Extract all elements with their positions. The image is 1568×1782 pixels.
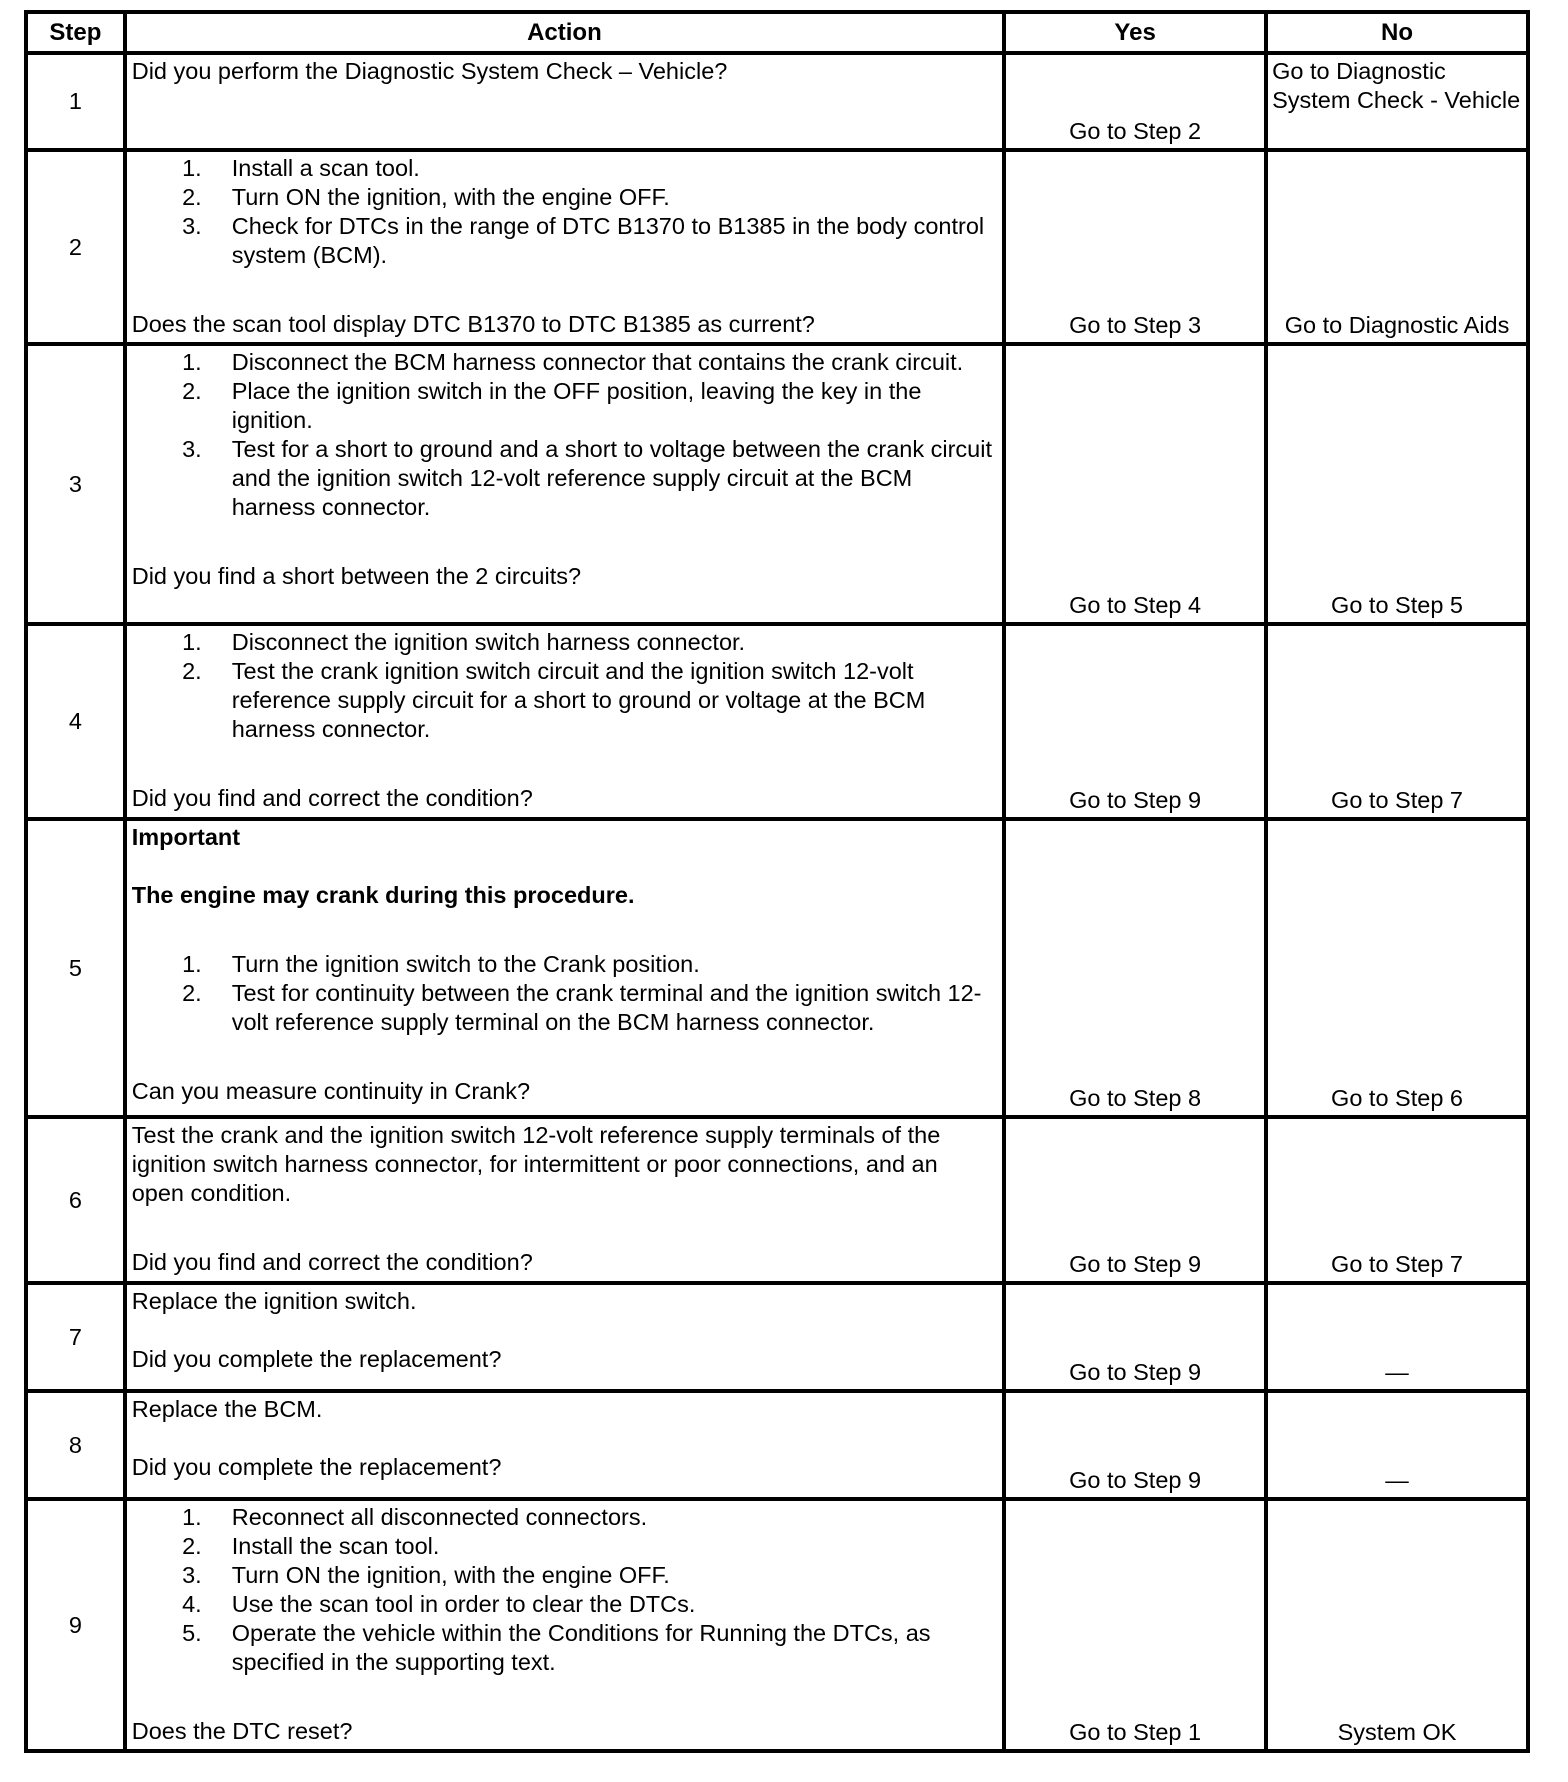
list-item: 1. Reconnect all disconnected connectors. [132, 1503, 996, 1532]
no-result: Go to Step 7 [1266, 624, 1528, 819]
action-question: Did you find and correct the condition? [131, 785, 533, 811]
list-item: 2. Test the crank ignition switch circuit and the ignition switch 12-volt reference supply circuit for a short to ground or voltage at the BCM harness connector. [132, 657, 996, 744]
list-item-text: Test the crank ignition switch circuit and the ignition switch 12-volt reference supply circuit for a short to ground or voltage at the BCM harness connector. [231, 658, 926, 742]
action-cell [125, 150, 1004, 344]
table-row [26, 624, 1528, 819]
action-list [132, 348, 996, 522]
action-list [132, 950, 996, 1037]
table-row [26, 819, 1528, 1117]
action-intro: Replace the ignition switch. [131, 1288, 417, 1314]
table-body [26, 53, 1528, 1751]
table-row [26, 1391, 1528, 1499]
no-result: Go to Step 7 [1266, 1117, 1528, 1283]
step-number: 9 [26, 1499, 125, 1751]
list-item: 2. Test for continuity between the crank terminal and the ignition switch 12-volt reference supply terminal on the BCM harness connector. [132, 979, 996, 1037]
important-title: Important [131, 824, 241, 850]
action-question: Did you complete the replacement? [131, 1454, 502, 1480]
table-row [26, 1499, 1528, 1751]
action-cell [125, 1391, 1004, 1499]
step-number: 6 [26, 1117, 125, 1283]
list-item: 3. Check for DTCs in the range of DTC B1370 to B1385 in the body control system (BCM). [132, 212, 996, 270]
action-cell [125, 819, 1004, 1117]
list-item-text: Disconnect the ignition switch harness connector. [231, 629, 746, 655]
yes-result: Go to Step 9 [1004, 1117, 1266, 1283]
step-number: 5 [26, 819, 125, 1117]
no-result: Go to Diagnostic System Check - Vehicle [1266, 53, 1528, 150]
step-number: 2 [26, 150, 125, 344]
important-text: The engine may crank during this procedure. [131, 882, 635, 908]
action-cell [125, 344, 1004, 624]
action-list [132, 154, 996, 270]
step-number: 7 [26, 1283, 125, 1391]
list-item-text: Place the ignition switch in the OFF position, leaving the key in the ignition. [231, 378, 922, 433]
header-yes: Yes [1004, 12, 1266, 53]
header-no: No [1266, 12, 1528, 53]
list-item: 1. Disconnect the ignition switch harness connector. [132, 628, 996, 657]
no-result: Go to Step 5 [1266, 344, 1528, 624]
yes-result: Go to Step 2 [1004, 53, 1266, 150]
action-question: Did you find a short between the 2 circuits? [131, 563, 582, 589]
action-intro: Replace the BCM. [131, 1396, 323, 1422]
action-question: Did you complete the replacement? [131, 1346, 502, 1372]
action-intro: Test the crank and the ignition switch 12-volt reference supply terminals of the ignition switch harness connector, for intermittent or poor connections, and an open condition. [131, 1122, 941, 1206]
list-item: 2. Turn ON the ignition, with the engine OFF. [132, 183, 996, 212]
list-item: 5. Operate the vehicle within the Conditions for Running the DTCs, as specified in the supporting text. [132, 1619, 996, 1677]
header-row [26, 12, 1528, 53]
list-item-text: Test for continuity between the crank terminal and the ignition switch 12-volt reference supply terminal on the BCM harness connector. [231, 980, 982, 1035]
list-item-text: Check for DTCs in the range of DTC B1370 to B1385 in the body control system (BCM). [231, 213, 985, 268]
step-number: 8 [26, 1391, 125, 1499]
yes-result: Go to Step 1 [1004, 1499, 1266, 1751]
table-row [26, 53, 1528, 150]
step-number: 4 [26, 624, 125, 819]
action-cell [125, 53, 1004, 150]
action-question: Did you find and correct the condition? [131, 1249, 533, 1275]
no-result: Go to Diagnostic Aids [1266, 150, 1528, 344]
yes-result: Go to Step 9 [1004, 624, 1266, 819]
list-item: 3. Turn ON the ignition, with the engine OFF. [132, 1561, 996, 1590]
action-cell [125, 624, 1004, 819]
list-item-text: Turn ON the ignition, with the engine OFF. [231, 184, 670, 210]
diagnostic-table [24, 10, 1530, 1753]
action-intro: Did you perform the Diagnostic System Check – Vehicle? [131, 58, 728, 84]
list-item: 1. Install a scan tool. [132, 154, 996, 183]
list-item-text: Use the scan tool in order to clear the DTCs. [231, 1591, 696, 1617]
list-item: 2. Install the scan tool. [132, 1532, 996, 1561]
yes-result: Go to Step 9 [1004, 1283, 1266, 1391]
yes-result: Go to Step 9 [1004, 1391, 1266, 1499]
action-question: Does the DTC reset? [131, 1718, 353, 1744]
action-cell [125, 1499, 1004, 1751]
action-cell [125, 1283, 1004, 1391]
action-list [132, 628, 996, 744]
list-item-text: Install a scan tool. [231, 155, 420, 181]
action-list [132, 1503, 996, 1677]
list-item-text: Turn ON the ignition, with the engine OFF. [231, 1562, 670, 1588]
table-header [26, 12, 1528, 53]
table-row [26, 150, 1528, 344]
yes-result: Go to Step 3 [1004, 150, 1266, 344]
list-item-text: Test for a short to ground and a short to voltage between the crank circuit and the ignition switch 12-volt reference supply circuit at the BCM harness connector. [231, 436, 992, 520]
action-question: Can you measure continuity in Crank? [131, 1078, 531, 1104]
list-item: 1. Turn the ignition switch to the Crank position. [132, 950, 996, 979]
list-item-text: Reconnect all disconnected connectors. [231, 1504, 648, 1530]
list-item: 3. Test for a short to ground and a short to voltage between the crank circuit and the ignition switch 12-volt reference supply circuit at the BCM harness connector. [132, 435, 996, 522]
list-item-text: Turn the ignition switch to the Crank position. [231, 951, 700, 977]
no-result: System OK [1266, 1499, 1528, 1751]
list-item: 2. Place the ignition switch in the OFF position, leaving the key in the ignition. [132, 377, 996, 435]
yes-result: Go to Step 4 [1004, 344, 1266, 624]
no-result: Go to Step 6 [1266, 819, 1528, 1117]
action-question: Does the scan tool display DTC B1370 to DTC B1385 as current? [131, 311, 815, 337]
list-item-text: Operate the vehicle within the Conditions for Running the DTCs, as specified in the supporting text. [231, 1620, 931, 1675]
list-item: 4. Use the scan tool in order to clear the DTCs. [132, 1590, 996, 1619]
no-result: — [1266, 1391, 1528, 1499]
action-cell [125, 1117, 1004, 1283]
list-item: 1. Disconnect the BCM harness connector that contains the crank circuit. [132, 348, 996, 377]
step-number: 1 [26, 53, 125, 150]
table-row [26, 1117, 1528, 1283]
header-action: Action [125, 12, 1004, 53]
no-result: — [1266, 1283, 1528, 1391]
table-row [26, 1283, 1528, 1391]
step-number: 3 [26, 344, 125, 624]
list-item-text: Disconnect the BCM harness connector that contains the crank circuit. [231, 349, 964, 375]
table-row [26, 344, 1528, 624]
yes-result: Go to Step 8 [1004, 819, 1266, 1117]
list-item-text: Install the scan tool. [231, 1533, 440, 1559]
header-step: Step [26, 12, 125, 53]
